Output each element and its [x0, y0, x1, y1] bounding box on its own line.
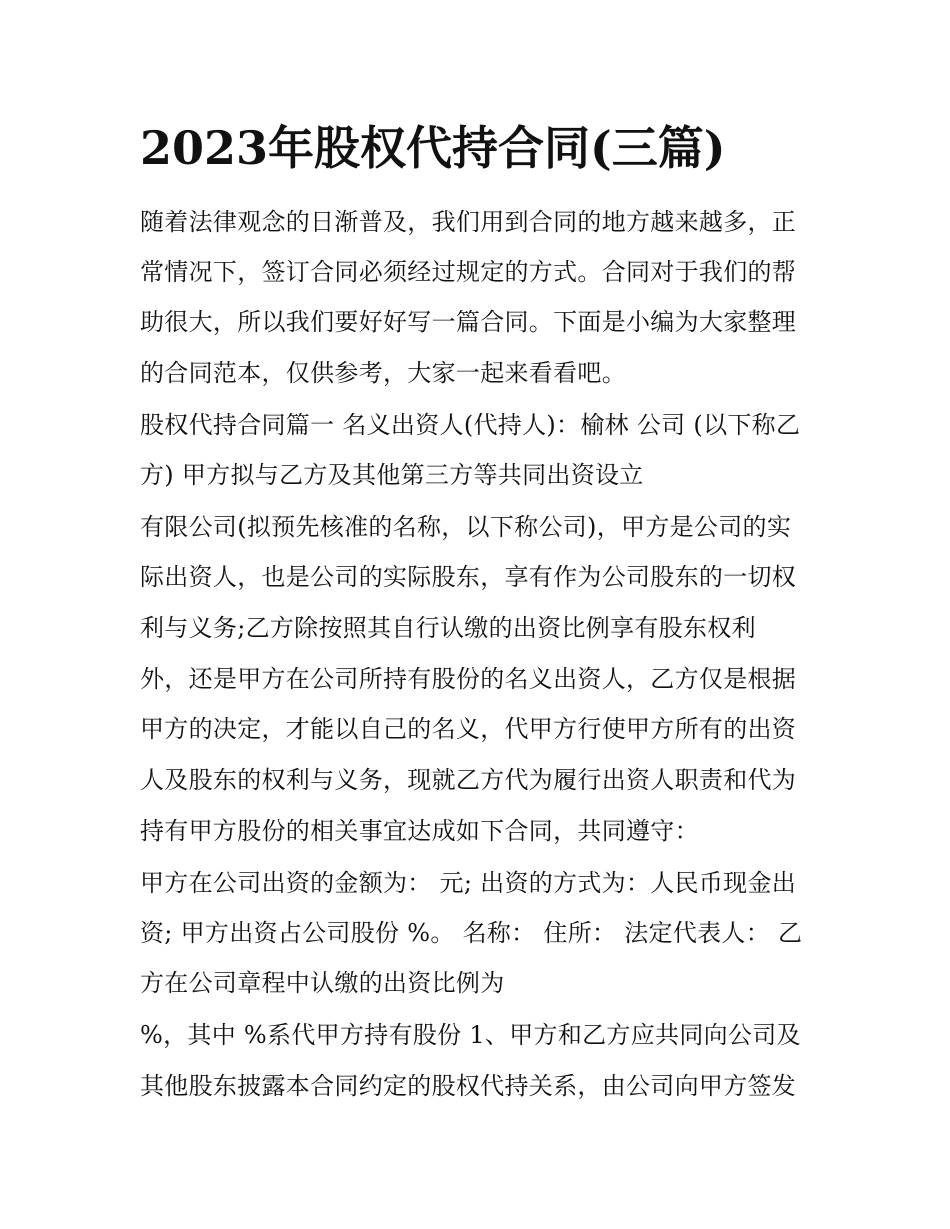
paragraph-line: 方在公司章程中认缴的出资比例为 — [140, 969, 505, 997]
paragraph-line: 有限公司(拟预先核准的名称，以下称公司)，甲方是公司的实 — [140, 513, 792, 541]
paragraph-line: 甲方在公司出资的金额为： 元; 出资的方式为：人民币现金出 — [140, 869, 797, 897]
paragraph-line: 随着法律观念的日渐普及，我们用到合同的地方越来越多，正 — [140, 208, 797, 236]
paragraph-line: 的合同范本，仅供参考，大家一起来看看吧。 — [140, 359, 626, 387]
paragraph-line: 持有甲方股份的相关事宜达成如下合同，共同遵守： — [140, 817, 699, 845]
paragraph-line: 人及股东的权利与义务，现就乙方代为履行出资人职责和代为 — [140, 766, 797, 794]
paragraph-line: 助很大，所以我们要好好写一篇合同。下面是小编为大家整理 — [140, 308, 797, 336]
paragraph-line: 常情况下，签订合同必须经过规定的方式。合同对于我们的帮 — [140, 258, 797, 286]
paragraph-line: 资; 甲方出资占公司股份 %。 名称： 住所： 法定代表人： 乙 — [140, 919, 803, 947]
paragraph-line: 方) 甲方拟与乙方及其他第三方等共同出资设立 — [140, 461, 644, 489]
paragraph-line: %，其中 %系代甲方持有股份 1、甲方和乙方应共同向公司及 — [140, 1021, 801, 1049]
paragraph-line: 其他股东披露本合同约定的股权代持关系，由公司向甲方签发 — [140, 1072, 797, 1100]
paragraph-line: 外，还是甲方在公司所持有股份的名义出资人，乙方仅是根据 — [140, 665, 797, 693]
paragraph-line: 甲方的决定，才能以自己的名义，代甲方行使甲方所有的出资 — [140, 715, 797, 743]
paragraph-line: 际出资人，也是公司的实际股东，享有作为公司股东的一切权 — [140, 563, 797, 591]
document-title: 2023年股权代持合同(三篇) — [140, 121, 726, 175]
paragraph-line: 利与义务;乙方除按照其自行认缴的出资比例享有股东权利 — [140, 614, 756, 642]
paragraph-line: 股权代持合同篇一 名义出资人(代持人)：榆林 公司 (以下称乙 — [140, 411, 801, 439]
